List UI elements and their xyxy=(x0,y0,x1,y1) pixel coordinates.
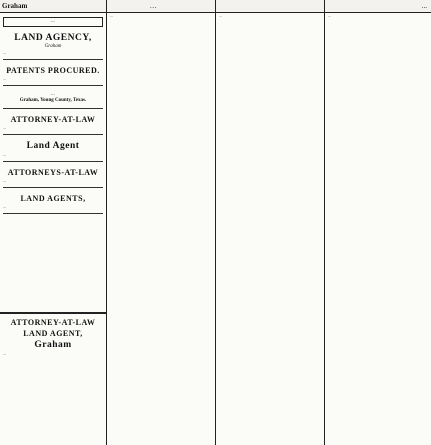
ad-heading: PATENTS PROCURED. xyxy=(6,66,100,75)
ad-body: ... xyxy=(3,50,7,55)
masthead-right: ... xyxy=(421,2,427,10)
graham-advertisement xyxy=(3,92,103,109)
land-agent-advertisement xyxy=(3,141,103,162)
news-column xyxy=(325,0,431,445)
attorneys-advertisement xyxy=(3,168,103,188)
ad-heading: ... xyxy=(51,92,55,97)
ad-heading: LAND AGENCY, xyxy=(14,33,92,43)
bottom-advertisement xyxy=(0,312,106,358)
ad-heading: ATTORNEYS-AT-LAW xyxy=(7,168,99,177)
masthead-title: Graham xyxy=(2,2,28,10)
land-agents-advertisement xyxy=(3,194,103,214)
ad-heading: ATTORNEY-AT-LAW xyxy=(10,115,96,124)
masthead-center: ... xyxy=(150,2,157,10)
ad-subheading: LAND AGENT, xyxy=(23,329,83,338)
ad-body: ... xyxy=(3,76,7,81)
ad-heading: ATTORNEY-AT-LAW xyxy=(10,318,96,327)
ad-body: ... xyxy=(3,351,7,356)
ad-body: ... xyxy=(3,178,7,183)
ad-location: Graham xyxy=(34,340,72,350)
news-column xyxy=(216,0,324,445)
news-text: ... xyxy=(219,13,222,18)
advertisement-column xyxy=(0,0,106,445)
advertisement-box xyxy=(3,17,103,27)
ad-body: ... xyxy=(3,125,7,130)
patents-advertisement xyxy=(3,66,103,86)
ad-heading: LAND AGENTS, xyxy=(20,194,86,203)
ad-heading: Land Agent xyxy=(26,141,80,151)
news-text: ... xyxy=(110,13,113,18)
box-title: ... xyxy=(51,19,55,24)
ad-body: ... xyxy=(3,152,7,157)
news-column xyxy=(107,0,215,445)
ad-location: Graham, Young County, Texas. xyxy=(19,98,87,103)
ad-body: ... xyxy=(3,204,7,209)
ad-subheading: Graham xyxy=(44,44,62,49)
attorney-advertisement xyxy=(3,115,103,135)
land-agency-advertisement xyxy=(3,33,103,60)
news-text: ... xyxy=(328,13,331,18)
